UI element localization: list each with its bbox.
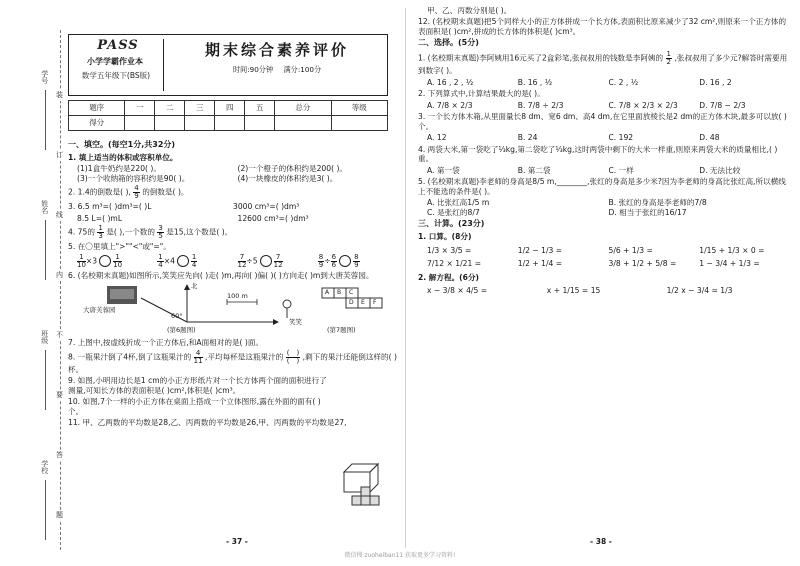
score-cell[interactable] xyxy=(215,116,245,131)
book-series: 小学学霸作业本 xyxy=(87,57,143,66)
score-cell[interactable] xyxy=(245,116,275,131)
option-d[interactable]: D. 无法比较 xyxy=(699,165,741,175)
score-head-row xyxy=(69,101,388,116)
calc-item: 1 − 3/4 + 1/3 = xyxy=(699,259,760,269)
margin-label-name: 姓名 xyxy=(40,200,49,214)
question-5-compare-row xyxy=(68,254,398,269)
equation-item: x − 3/8 × 4/5 = xyxy=(427,286,488,296)
question-10: 10. 如图,7个一样的小正方体在桌面上搭成一个立体图形,露在外面的面有( )个。 xyxy=(68,397,321,416)
question-11-end: 甲、乙、丙数分别是( )。 xyxy=(427,6,512,15)
figure-9-10-svg xyxy=(342,462,398,510)
choice-1: 1. (名校期末真题)李阿姨用16元买了2盒彩笔,张叔叔用的钱数是李阿姨的 $\frac{1}{2}$ ,张叔叔用了多少元?解答时需要用到数字( )。 xyxy=(418,50,788,76)
option-a[interactable]: A. 第一袋 xyxy=(427,165,460,175)
option-d[interactable]: D. 7/8 − 2/3 xyxy=(699,100,746,110)
question-1a: (1)1盒牛奶约是220( )。 xyxy=(77,164,161,174)
choice-1-options xyxy=(418,78,790,87)
binding-margin xyxy=(4,30,62,550)
option-c[interactable]: C. 是张红的8/7 xyxy=(427,207,480,217)
calc-item: 1/2 + 1/4 = xyxy=(517,259,563,269)
score-cell[interactable] xyxy=(275,116,331,131)
box-side xyxy=(370,464,378,492)
cube-label: C xyxy=(349,289,354,297)
margin-line xyxy=(45,90,46,150)
question-3-row xyxy=(68,202,398,211)
distance-label: 100 m xyxy=(227,292,248,301)
angle-label: 60° xyxy=(171,312,183,321)
calc-item: 1/15 + 1/3 × 0 = xyxy=(699,245,765,255)
margin-label-school: 学校 xyxy=(40,460,49,474)
section-fill-blank: 一、填空。(每空1分,共32分) xyxy=(68,140,176,149)
north-label: 北 xyxy=(191,282,198,291)
margin-line xyxy=(45,480,46,540)
question-1-row xyxy=(68,174,398,183)
calc-item: 3/8 + 1/2 + 5/8 = xyxy=(608,259,677,269)
calc-item: 1/2 − 1/3 = xyxy=(517,245,563,255)
option-a[interactable]: A. 7/8 × 2/3 xyxy=(427,100,473,110)
score-head-cell: 题序 xyxy=(69,101,125,116)
question-1d: (4)一块橡皮的体积约是3( )。 xyxy=(237,173,338,183)
stack-cube xyxy=(352,496,361,505)
question-12: 12. (名校期末真题)把5个同样大小的正方体拼成一个长方体,表面积比原来减少了32 cm²,则原来一个正方体的表面积是( )cm²,拼成的长方体的体积是( )cm³。 xyxy=(418,17,787,36)
question-6: 6. (名校期末真题)如图所示,笑笑应先向( )走( )m,再向( )偏( )( )方向走( )m到大唐芙蓉园。 xyxy=(68,270,374,280)
calc-item: 1/3 × 3/5 = xyxy=(427,245,472,255)
question-3a: 3. 6.5 m³=( )dm³=( )L xyxy=(68,202,152,212)
cube-label: D xyxy=(349,299,354,307)
choice-5-options xyxy=(418,198,790,217)
compare-item: $\frac{1}{4}$ ×4 $\frac{1}{4}$ xyxy=(158,252,197,269)
box-top xyxy=(344,464,378,472)
page-number-37: - 37 - xyxy=(226,536,248,546)
equation-item: x + 1/15 = 15 xyxy=(546,286,601,296)
calc-item: 7/12 × 1/21 = xyxy=(427,259,482,269)
grade-label: 数学五年级下(BS版) xyxy=(81,71,151,80)
fraction-4-9: $\frac{4}{9}$ xyxy=(134,184,139,201)
page-number-38: - 38 - xyxy=(590,536,612,546)
exam-meta xyxy=(169,65,385,74)
question-3d: 12600 cm³=( )dm³ xyxy=(237,213,309,223)
question-9: 9. 如图,小明用边长是1 cm的小正方形纸片对一个长方体两个面的面积进行了测量,可知长方体的表面积是( )cm²,体积是( )cm³。 xyxy=(68,376,327,395)
choice-4-options xyxy=(418,166,790,175)
score-value-row xyxy=(69,116,388,131)
option-b[interactable]: B. 张红的身高是李老师的7/8 xyxy=(608,198,707,208)
cut-word: 要 xyxy=(56,391,63,399)
score-cell[interactable] xyxy=(155,116,185,131)
cut-word: 题 xyxy=(56,511,63,519)
figure-7-caption: (第7题图) xyxy=(327,326,356,335)
equation-row xyxy=(418,286,790,295)
fraction-3-5: $\frac{3}{5}$ xyxy=(158,224,163,241)
park-label: 大唐芙蓉园 xyxy=(83,306,116,315)
question-3-row xyxy=(68,214,398,223)
cube-label: F xyxy=(373,299,377,307)
equation-title: 2. 解方程。(6分) xyxy=(418,272,480,282)
cut-word: 装 xyxy=(56,91,63,99)
option-a[interactable]: A. 12 xyxy=(427,133,447,143)
compare-item: $\frac{7}{12}$ ÷5 $\frac{7}{12}$ xyxy=(237,252,283,269)
option-d[interactable]: D. 48 xyxy=(699,133,720,143)
fraction-blank[interactable]: $\frac{( )}{( )}$ xyxy=(286,348,300,365)
watermark-footer: 微信搜 zuoheiban11 获取更多学习资料! xyxy=(344,552,456,559)
option-c[interactable]: C. 2 , ½ xyxy=(608,77,639,87)
figures-6-7 xyxy=(77,282,398,336)
score-head-cell: 等级 xyxy=(331,101,387,116)
option-b[interactable]: B. 24 xyxy=(517,133,538,143)
question-1b: (2)一个橙子的体积约是200( )。 xyxy=(237,164,348,174)
answer-circle[interactable] xyxy=(177,255,189,267)
stack-cube xyxy=(370,496,379,505)
cube-label: E xyxy=(361,299,365,307)
person-icon xyxy=(283,300,291,308)
choice-4: 4. 两袋大米,第一袋吃了⅓kg,第二袋吃了⅓kg,这时两袋中剩下的大米一样重,则原来两袋大米的质量相比,( )重。 xyxy=(418,144,778,164)
score-row-label: 得分 xyxy=(69,116,125,131)
choice-3: 3. 一个长方体木箱,从里面量长8 dm、宽6 dm、高4 dm,在它里面放棱长是2 dm的正方体木块,最多可以放( )个。 xyxy=(418,112,787,131)
margin-label-class: 班级 xyxy=(40,330,49,344)
section-choice: 二、选择。(5分) xyxy=(418,38,479,48)
question-7: 7. 上图中,按虚线折成一个正方体后,和A面相对的是( )面。 xyxy=(68,338,264,348)
score-cell[interactable] xyxy=(125,116,155,131)
fraction-4-11: $\frac{4}{11}$ xyxy=(193,348,203,365)
question-11: 11. 甲、乙两数的平均数是28,乙、丙两数的平均数是26,甲、丙两数的平均数是27, xyxy=(68,418,347,428)
stack-cube xyxy=(361,496,370,505)
person-label: 笑笑 xyxy=(289,318,302,327)
cut-line xyxy=(60,30,61,550)
equation-item: 1/2 x − 3/4 = 1/3 xyxy=(666,286,733,296)
fraction-1-3: $\frac{1}{3}$ xyxy=(98,224,103,241)
cut-word: 不 xyxy=(56,331,63,339)
right-content xyxy=(418,4,790,300)
mental-math-row-1 xyxy=(418,246,790,255)
arrow-head xyxy=(273,319,279,325)
cube-label: B xyxy=(337,289,342,297)
exam-header xyxy=(68,34,388,96)
page-38 xyxy=(408,0,800,566)
option-d[interactable]: D. 相当于张红的16/17 xyxy=(608,207,687,217)
mental-math-row-2 xyxy=(418,259,790,268)
pass-logo: PASS xyxy=(97,38,139,53)
question-2: 2. 1.4的倒数是( ), $\frac{4}{9}$ 的倒数是( )。 xyxy=(68,184,189,201)
score-head-cell: 一 xyxy=(125,101,155,116)
cut-word: 线 xyxy=(56,211,63,219)
figure-6-caption: (第6题图) xyxy=(167,326,196,335)
question-3c: 8.5 L=( )mL xyxy=(77,213,123,223)
compare-item: $\frac{8}{9}$ ÷ $\frac{6}{6}$ $\frac{8}{9}$ xyxy=(318,252,359,269)
option-b[interactable]: B. 第二袋 xyxy=(517,165,551,175)
score-cell[interactable] xyxy=(331,116,387,131)
fraction-1-2: $\frac{1}{2}$ xyxy=(666,50,672,67)
stack-cube xyxy=(361,487,370,496)
left-content xyxy=(68,138,398,430)
score-head-cell: 二 xyxy=(155,101,185,116)
cut-word: 订 xyxy=(56,151,63,159)
mental-math-title: 1. 口算。(8分) xyxy=(418,232,472,242)
score-head-cell: 总分 xyxy=(275,101,331,116)
divider xyxy=(163,39,164,91)
choice-3-options xyxy=(418,133,790,142)
full-score: 满分:100分 xyxy=(283,65,322,74)
score-table xyxy=(68,100,388,131)
time-limit: 时间:90分钟 xyxy=(232,65,274,74)
answer-circle[interactable] xyxy=(99,255,111,267)
page-fold xyxy=(405,8,406,548)
option-b[interactable]: B. 7/8 ÷ 2/3 xyxy=(517,100,564,110)
option-c[interactable]: C. 192 xyxy=(608,133,634,143)
answer-circle[interactable] xyxy=(339,255,351,267)
question-1-row xyxy=(68,164,398,173)
choice-5: 5. (名校期末真题)李老师的身高是8/5 m,________,张红的身高是多少米?因为李老师的身高比张红高,所以横线上不能选的条件是( )。 xyxy=(418,177,786,196)
score-head-cell: 五 xyxy=(245,101,275,116)
cube-label: A xyxy=(325,289,330,297)
score-cell[interactable] xyxy=(185,116,215,131)
choice-2: 2. 下列算式中,计算结果最大的是( )。 xyxy=(418,89,545,99)
question-5: 5. 在〇里填上">""<"或"="。 xyxy=(68,242,171,252)
choice-2-options xyxy=(418,101,790,110)
margin-label-id: 学号 xyxy=(40,70,49,84)
option-b[interactable]: B. 16 , ½ xyxy=(517,77,553,87)
calc-item: 5/6 + 1/3 = xyxy=(608,245,653,255)
question-1c: (3)一个收纳箱的容积约是90( )。 xyxy=(77,173,190,183)
score-head-cell: 四 xyxy=(215,101,245,116)
section-calculation: 三、计算。(23分) xyxy=(418,219,485,229)
question-8: 8. 一瓶果汁倒了4杯,倒了这瓶果汁的 $\frac{4}{11}$ ,平均每杯是这瓶果汁的 $\frac{( )}{( )}$ ,剩下的果汁还能倒这样的( )杯。 xyxy=(68,348,397,374)
exam-title: 期末综合素养评价 xyxy=(204,41,349,59)
margin-line xyxy=(45,350,46,410)
question-4: 4. 75的 $\frac{1}{3}$ 是( ),一个数的 $\frac{3}{5}$ 是15,这个数是( )。 xyxy=(68,224,233,241)
compare-item: $\frac{1}{10}$ ×3 $\frac{1}{10}$ xyxy=(77,252,123,269)
option-c[interactable]: C. 一样 xyxy=(608,165,634,175)
cut-word: 答 xyxy=(56,451,63,459)
cut-word: 内 xyxy=(56,271,63,279)
option-d[interactable]: D. 16 , 2 xyxy=(699,77,732,87)
option-a[interactable]: A. 比张红高1/5 m xyxy=(427,198,490,208)
question-3b: 3000 cm³=( )dm³ xyxy=(233,202,300,212)
north-arrow xyxy=(184,284,190,290)
question-1: 1. 填上适当的体积或容积单位。 xyxy=(68,153,178,162)
score-head-cell: 三 xyxy=(185,101,215,116)
answer-circle[interactable] xyxy=(260,255,272,267)
option-a[interactable]: A. 16 , 2 , ½ xyxy=(427,77,474,87)
option-c[interactable]: C. 7/8 × 2/3 × 2/3 xyxy=(608,100,678,110)
margin-line xyxy=(45,220,46,280)
